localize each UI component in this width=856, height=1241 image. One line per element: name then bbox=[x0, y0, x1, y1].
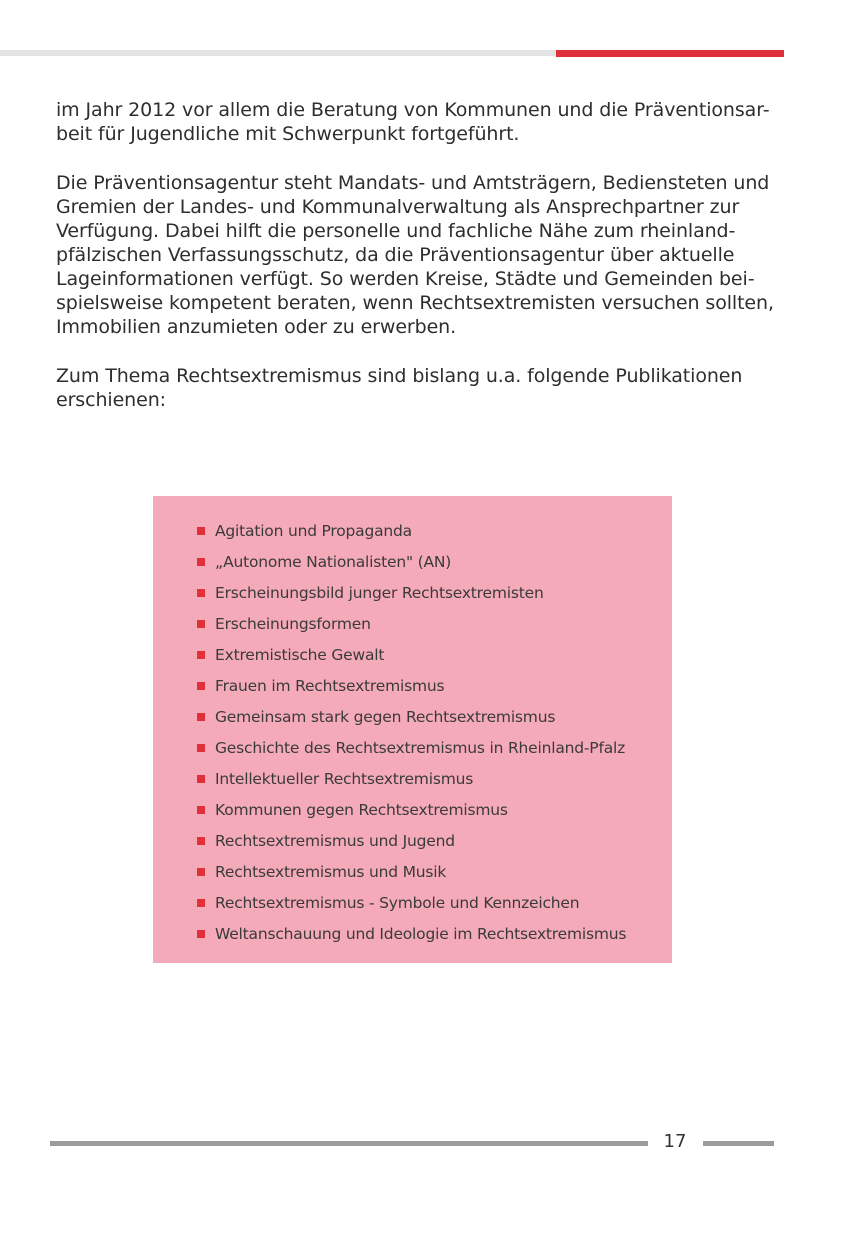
list-item bbox=[197, 856, 667, 887]
square-bullet-icon bbox=[197, 527, 205, 535]
publication-title: Gemeinsam stark gegen Rechtsextremismus bbox=[215, 707, 556, 726]
square-bullet-icon bbox=[197, 682, 205, 690]
square-bullet-icon bbox=[197, 589, 205, 597]
publication-title: Agitation und Propaganda bbox=[215, 521, 412, 540]
publication-title: Weltanschauung und Ideologie im Rechtsextremismus bbox=[215, 924, 627, 943]
publication-title: Erscheinungsformen bbox=[215, 614, 371, 633]
publication-title: „Autonome Nationalisten" (AN) bbox=[215, 552, 452, 571]
paragraph-publications-intro: Zum Thema Rechtsextremismus sind bislang u.a. folgende Publikationen erschienen: bbox=[56, 365, 743, 411]
list-item bbox=[197, 887, 667, 918]
square-bullet-icon bbox=[197, 620, 205, 628]
list-item bbox=[197, 794, 667, 825]
paragraph-praeventionsagentur: Die Präventionsagentur steht Mandats- und Amtsträgern, Bediensteten und Gremien der Landes- und Kommunalverwaltung als Ansprechpartner zur Verfügung. Dabei hilft die personelle und fachliche Nähe zum rheinland- pfälzischen Verfassungsschutz, da die Präventionsagentur über aktuelle Lageinformationen verfügt. So werden Kreise, Städte und Gemeinden bei- spielsweise kompetent beraten, wenn Rechtsextremisten versuchen sollten, Immobilien anzumieten oder zu erwerben. bbox=[56, 172, 774, 338]
publication-title: Extremistische Gewalt bbox=[215, 645, 385, 664]
header-rule bbox=[0, 50, 556, 56]
list-item bbox=[197, 670, 667, 701]
square-bullet-icon bbox=[197, 744, 205, 752]
square-bullet-icon bbox=[197, 558, 205, 566]
page-number: 17 bbox=[663, 1131, 687, 1152]
square-bullet-icon bbox=[197, 899, 205, 907]
square-bullet-icon bbox=[197, 930, 205, 938]
publication-title: Rechtsextremismus - Symbole und Kennzeichen bbox=[215, 893, 580, 912]
list-item bbox=[197, 608, 667, 639]
publications-box bbox=[153, 496, 672, 963]
list-item bbox=[197, 918, 667, 949]
square-bullet-icon bbox=[197, 806, 205, 814]
publications-list bbox=[197, 515, 667, 949]
publication-title: Rechtsextremismus und Musik bbox=[215, 862, 447, 881]
publication-title: Frauen im Rechtsextremismus bbox=[215, 676, 445, 695]
square-bullet-icon bbox=[197, 775, 205, 783]
footer-rule-right bbox=[703, 1141, 774, 1146]
square-bullet-icon bbox=[197, 651, 205, 659]
publication-title: Geschichte des Rechtsextremismus in Rheinland-Pfalz bbox=[215, 738, 626, 757]
square-bullet-icon bbox=[197, 713, 205, 721]
paragraph-continuation: im Jahr 2012 vor allem die Beratung von Kommunen und die Präventionsar- beit für Jugendliche mit Schwerpunkt fortgeführt. bbox=[56, 99, 770, 145]
list-item bbox=[197, 825, 667, 856]
publication-title: Rechtsextremismus und Jugend bbox=[215, 831, 455, 850]
square-bullet-icon bbox=[197, 837, 205, 845]
footer-rule-left bbox=[50, 1141, 648, 1146]
square-bullet-icon bbox=[197, 868, 205, 876]
publication-title: Intellektueller Rechtsextremismus bbox=[215, 769, 474, 788]
list-item bbox=[197, 577, 667, 608]
list-item bbox=[197, 515, 667, 546]
publication-title: Erscheinungsbild junger Rechtsextremisten bbox=[215, 583, 544, 602]
list-item bbox=[197, 639, 667, 670]
list-item bbox=[197, 701, 667, 732]
list-item bbox=[197, 763, 667, 794]
list-item bbox=[197, 546, 667, 577]
body-text bbox=[56, 98, 786, 437]
publication-title: Kommunen gegen Rechtsextremismus bbox=[215, 800, 508, 819]
header-accent-bar bbox=[556, 50, 784, 57]
list-item bbox=[197, 732, 667, 763]
